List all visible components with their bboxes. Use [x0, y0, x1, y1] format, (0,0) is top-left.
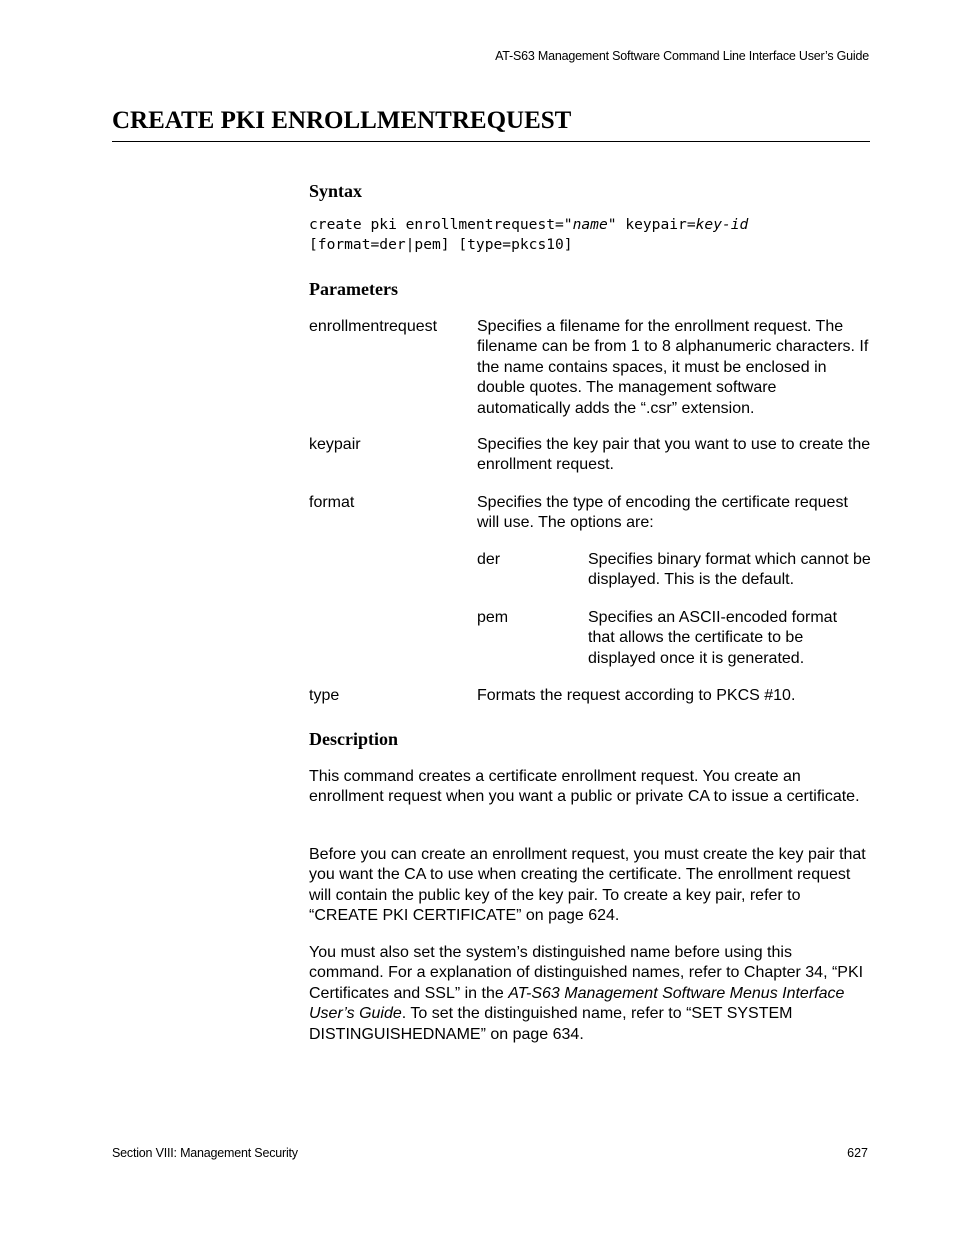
param-name-format: format: [309, 494, 355, 511]
param-desc-keypair: Specifies the key pair that you want to use to create the enrollment request.: [477, 436, 871, 474]
format-option-der-desc: Specifies binary format which cannot be displayed. This is the default.: [588, 551, 871, 589]
description-p3-text-a: You must also set the system’s distinguished name before using this command. For a explanation of distinguished names, refer to Chapter 34, “PKI Certificates and SSL” in the: [309, 944, 864, 1002]
syntax-heading: Syntax: [309, 181, 363, 201]
description-heading: Description: [309, 729, 398, 749]
description-paragraph-2: Before you can create an enrollment request, you must create the key pair that you want the CA to use when creating the certificate. The enrollment request will contain the public key of the key pair. To create a key pair, refer to “CREATE PKI CERTIFICATE” on page 624.: [309, 846, 866, 925]
syntax-line1-a: create pki enrollmentrequest=": [309, 216, 573, 233]
format-option-pem-desc: Specifies an ASCII-encoded format that allows the certificate to be displayed once it is generated.: [588, 609, 838, 667]
syntax-line2: [format=der|pem] [type=pkcs10]: [309, 236, 573, 253]
footer-page-number: 627: [847, 1146, 868, 1160]
description-p3-guide-title: AT-S63 Management Software Menus Interface User’s Guide: [309, 984, 845, 1023]
description-paragraph-1: This command creates a certificate enrollment request. You create an enrollment request when you want a public or private CA to issue a certificate.: [309, 768, 860, 806]
param-desc-type: Formats the request according to PKCS #10.: [477, 687, 796, 704]
format-option-pem: pem: [477, 609, 509, 626]
parameters-heading: Parameters: [309, 279, 398, 299]
description-p3-text-b: . To set the distinguished name, refer to “SET SYSTEM DISTINGUISHEDNAME” on page 634.: [309, 1005, 793, 1043]
footer-section: Section VIII: Management Security: [112, 1146, 298, 1160]
syntax-keyid-placeholder: key-id: [695, 216, 749, 233]
param-name-type: type: [309, 687, 340, 704]
param-name-keypair: keypair: [309, 436, 361, 453]
param-name-enrollmentrequest: enrollmentrequest: [309, 318, 438, 335]
syntax-line1-b: " keypair=: [607, 216, 696, 233]
page-title: CREATE PKI ENROLLMENTREQUEST: [112, 106, 870, 142]
description-paragraph-3: [309, 943, 871, 1045]
param-desc-format: Specifies the type of encoding the certificate request will use. The options are:: [477, 494, 848, 532]
running-header: AT-S63 Management Software Command Line Interface User’s Guide: [495, 49, 869, 63]
format-option-der: der: [477, 551, 501, 568]
param-desc-enrollmentrequest: Specifies a filename for the enrollment request. The filename can be from 1 to 8 alphanumeric characters. If the name contains spaces, it must be enclosed in double quotes. The management software automatically adds the “.csr” extension.: [477, 318, 869, 417]
syntax-name-placeholder: name: [572, 216, 608, 233]
syntax-block: [309, 215, 748, 255]
